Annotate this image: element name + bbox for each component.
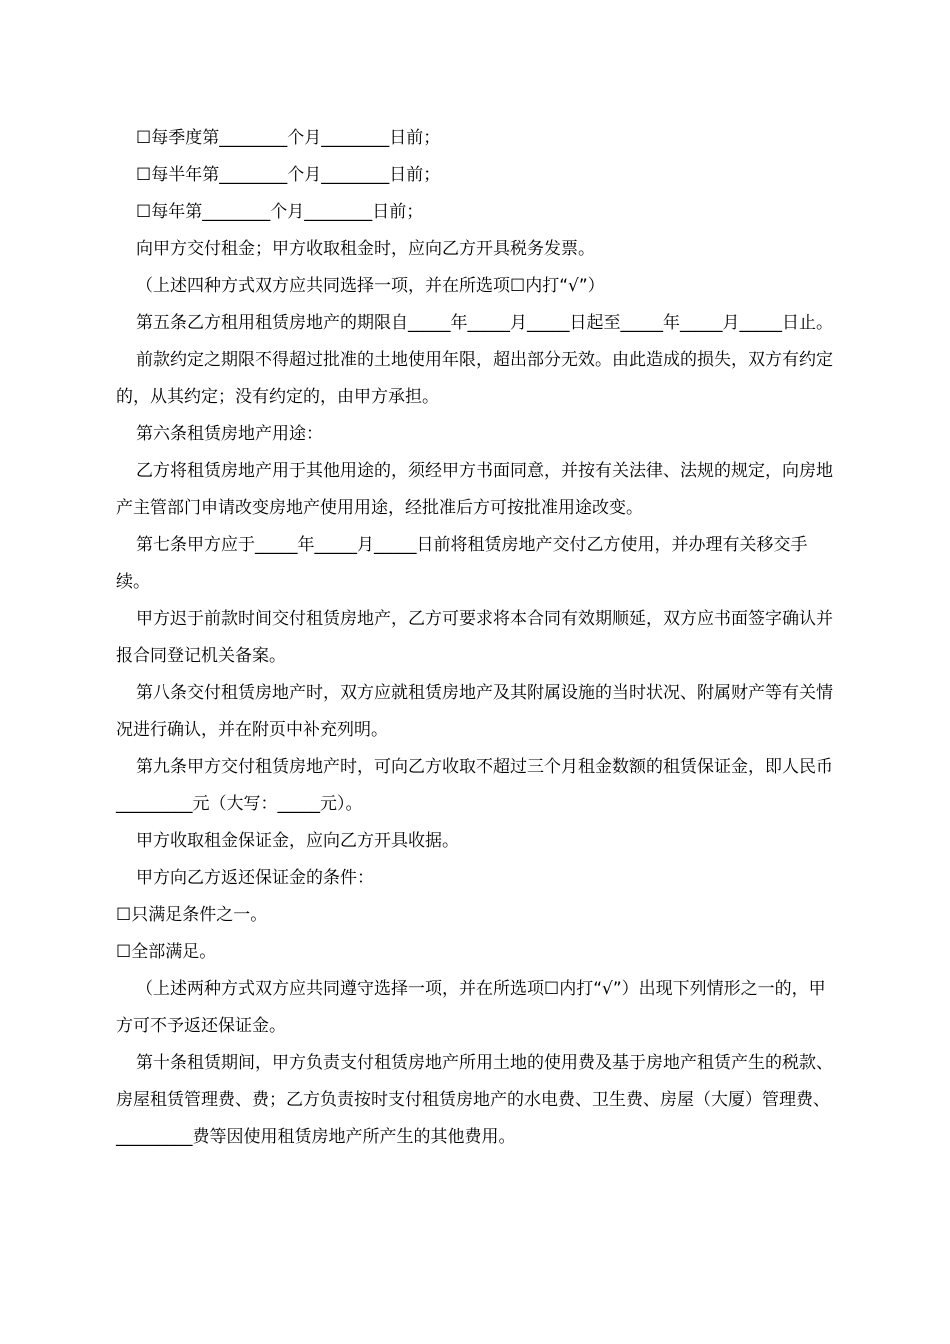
article-10: 第十条租赁期间，甲方负责支付租赁房地产所用土地的使用费及基于房地产租赁产生的税款、房屋租赁管理费、费；乙方负责按时支付租赁房地产的水电费、卫生费、房屋（大厦）管理费、_________费等因使用租赁房地产所产生的其他费用。 (116, 1053, 833, 1147)
selection-note-1: （上述四种方式双方应共同选择一项，并在所选项☐内打“√”） (136, 276, 605, 296)
option-annual: ☐每年第________个月________日前； (136, 202, 424, 222)
article-9: 第九条甲方交付租赁房地产时，可向乙方收取不超过三个月租金数额的租赁保证金，即人民币_________元（大写：_____元）。 (116, 757, 833, 814)
option-all-conditions: ☐全部满足。 (116, 942, 217, 962)
deposit-return-conditions: 甲方向乙方返还保证金的条件： (136, 868, 374, 888)
option-one-condition: ☐只满足条件之一。 (116, 905, 268, 925)
article-6: 第六条租赁房地产用途： (136, 424, 323, 444)
article-7: 第七条甲方应于_____年_____月_____日前将租赁房地产交付乙方使用，并办理有关移交手续。 (116, 535, 808, 592)
option-quarterly: ☐每季度第________个月________日前； (136, 128, 441, 148)
rent-payment-text: 向甲方交付租金；甲方收取租金时，应向乙方开具税务发票。 (136, 239, 595, 259)
article-8: 第八条交付租赁房地产时，双方应就租赁房地产及其附属设施的当时状况、附属财产等有关情况进行确认，并在附页中补充列明。 (116, 683, 833, 740)
article-9-receipt: 甲方收取租金保证金，应向乙方开具收据。 (136, 831, 459, 851)
article-5: 第五条乙方租用租赁房地产的期限自_____年_____月_____日起至_____年_____月_____日止。 (136, 313, 833, 333)
article-5-note: 前款约定之期限不得超过批准的土地使用年限，超出部分无效。由此造成的损失，双方有约定的，从其约定；没有约定的，由甲方承担。 (116, 350, 833, 407)
selection-note-2: （上述两种方式双方应共同遵守选择一项，并在所选项☐内打“√”）出现下列情形之一的，甲方可不予返还保证金。 (116, 979, 826, 1036)
document-body (116, 120, 836, 1156)
option-semiannual: ☐每半年第________个月________日前； (136, 165, 441, 185)
article-6-text: 乙方将租赁房地产用于其他用途的，须经甲方书面同意，并按有关法律、法规的规定，向房地产主管部门申请改变房地产使用用途，经批准后方可按批准用途改变。 (116, 461, 833, 518)
article-7-text: 甲方迟于前款时间交付租赁房地产，乙方可要求将本合同有效期顺延，双方应书面签字确认并报合同登记机关备案。 (116, 609, 833, 666)
